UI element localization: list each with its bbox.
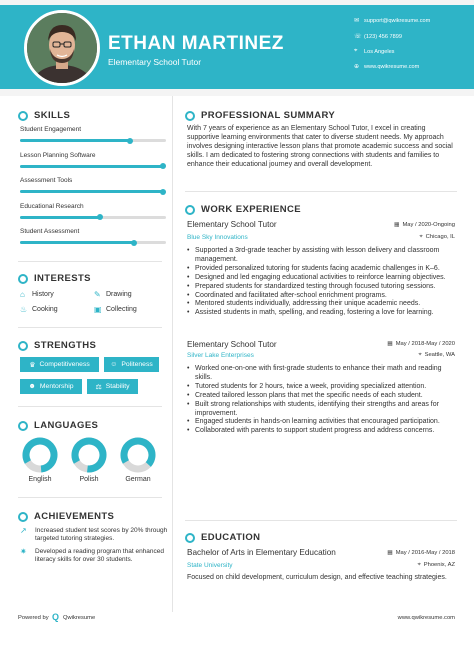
interest-label: Drawing — [106, 291, 132, 298]
job-location — [418, 352, 455, 359]
strength-label: Mentorship — [39, 383, 74, 390]
mentor-icon: ☻ — [28, 383, 36, 390]
skill-bar — [20, 190, 166, 193]
section-separator — [185, 520, 457, 521]
interest-drawing — [94, 290, 132, 299]
language-donut — [71, 437, 107, 473]
language-donut — [22, 437, 58, 473]
job-title: Elementary School Tutor — [187, 340, 277, 349]
list-item: • Prepared students for standardized testing through focused tutoring sessions. — [187, 283, 457, 292]
list-item: • Assisted students in math, spelling, and reading, fostering a love for learning. — [187, 309, 457, 318]
skill-bar-knob — [131, 240, 137, 246]
resume-header — [0, 0, 474, 96]
summary-title: PROFESSIONAL SUMMARY — [201, 110, 336, 121]
list-item: • Collaborated with parents to support student progress and address concerns. — [187, 427, 457, 436]
location-icon: ⌖ — [418, 352, 422, 358]
candidate-name: ETHAN MARTINEZ — [108, 33, 284, 54]
language-label: English — [28, 476, 52, 483]
landmark-icon: ⌂ — [20, 290, 25, 299]
job-dates-text: May / 2020-Ongoing — [402, 222, 455, 228]
contact-location-text: Los Angeles — [364, 48, 395, 55]
trophy-icon: ♛ — [29, 361, 36, 369]
section-bullet-icon — [185, 205, 195, 215]
skill-bar — [20, 241, 166, 244]
language-donut — [120, 437, 156, 473]
strengths-title: STRENGTHS — [34, 340, 97, 351]
location-icon: ⌖ — [419, 234, 423, 240]
phone-icon: ☏ — [354, 34, 362, 40]
section-bullet-icon — [18, 341, 28, 351]
skill-bar — [20, 165, 166, 168]
job-location-text: Seattle, WA — [424, 352, 455, 358]
strength-label: Stability — [105, 383, 130, 390]
languages-heading — [18, 420, 98, 431]
chart-icon: ↗ — [20, 526, 27, 535]
education-text: Focused on child development, curriculum design, and effective teaching strategies. — [187, 574, 447, 581]
language-label: Polish — [79, 476, 99, 483]
column-divider — [172, 96, 173, 612]
section-bullet-icon — [185, 111, 195, 121]
calendar-icon: ▦ — [387, 550, 393, 556]
education-heading — [185, 532, 260, 543]
summary-heading — [185, 110, 335, 121]
job-company: Silver Lake Enterprises — [187, 352, 254, 359]
section-bullet-icon — [18, 421, 28, 431]
skill-bar — [20, 139, 166, 142]
section-bullet-icon — [18, 111, 28, 121]
list-item: • Provided personalized tutoring for students facing academic challenges in K–6. — [187, 265, 457, 274]
interest-label: Collecting — [106, 306, 137, 313]
job-company: Blue Sky Innovations — [187, 234, 248, 241]
skill-label: Student Engagement — [20, 126, 82, 133]
contact-location — [354, 48, 394, 55]
interest-history — [20, 290, 54, 299]
contact-website[interactable] — [354, 63, 419, 70]
qwikresume-logo-icon: Q — [52, 612, 60, 622]
job-title: Elementary School Tutor — [187, 220, 277, 229]
contact-phone-text: (123) 456 7899 — [364, 33, 402, 40]
skills-title: SKILLS — [34, 110, 71, 121]
list-item: • Engaged students in hands-on learning activities that encouraged participation. — [187, 418, 457, 427]
strength-competitiveness — [20, 357, 99, 372]
language-label: German — [125, 476, 151, 483]
section-separator — [185, 191, 457, 192]
location-icon: ⌖ — [354, 48, 358, 54]
job-dates-text: May / 2018-May / 2020 — [395, 341, 455, 347]
strength-label: Competitiveness — [39, 361, 90, 368]
skill-label: Student Assessment — [20, 228, 80, 235]
interests-heading — [18, 273, 91, 284]
calendar-icon: ▦ — [393, 222, 400, 228]
interest-cooking — [20, 305, 58, 314]
list-item: • Tutored students for 2 hours, twice a week, providing specialized attention. — [187, 383, 457, 392]
profile-photo — [24, 10, 100, 86]
job-dates — [387, 341, 455, 347]
achievements-title: ACHIEVEMENTS — [34, 511, 115, 522]
strength-label: Politeness — [121, 361, 153, 368]
education-school: State University — [187, 562, 233, 569]
footer-brand[interactable]: Qwikresume — [63, 615, 96, 621]
skills-heading — [18, 110, 70, 121]
strength-politeness — [104, 357, 159, 372]
summary-text: With 7 years of experience as an Elementary School Tutor, I excel in creating supportive learning environments that cater to diverse student needs. My approach involves designing interactive lesson plans that promote academic success and social skills. I am dedicated to fostering strong connections with students and families to enhance their educational journey and overall development. — [187, 125, 453, 168]
education-location — [417, 562, 455, 569]
skill-bar-knob — [127, 138, 133, 144]
collection-icon: ▣ — [94, 305, 102, 314]
list-item: • Worked one-on-one with first-grade students to enhance their math and reading skills. — [187, 365, 457, 383]
job-bullets — [187, 247, 457, 318]
contact-email-text: support@qwikresume.com — [364, 17, 431, 24]
education-dates-text: May / 2016-May / 2018 — [395, 550, 455, 556]
section-bullet-icon — [18, 512, 28, 522]
experience-title: WORK EXPERIENCE — [201, 204, 301, 215]
section-bullet-icon — [185, 533, 195, 543]
section-separator — [18, 261, 162, 262]
list-item: • Designed and led engaging educational activities to reinforce learning objectives. — [187, 274, 457, 283]
skill-bar-knob — [160, 189, 166, 195]
languages-title: LANGUAGES — [34, 420, 99, 431]
section-separator — [18, 406, 162, 407]
skill-bar-knob — [97, 214, 103, 220]
contact-website-text: www.qwikresume.com — [364, 63, 420, 70]
balance-icon: ⚖ — [95, 383, 102, 391]
skill-bar-knob — [160, 163, 166, 169]
section-bullet-icon — [18, 274, 28, 284]
achievement-text: Increased student test scores by 20% through targeted tutoring strategies. — [35, 527, 168, 542]
interests-title: INTERESTS — [34, 273, 91, 284]
job-location — [419, 234, 455, 241]
interest-collecting — [94, 305, 137, 314]
location-icon: ⌖ — [417, 562, 421, 568]
list-item: • Built strong relationships with students, identifying their strengths and areas for improvement. — [187, 401, 457, 419]
list-item: • Mentored students individually, addressing their unique academic needs. — [187, 300, 457, 309]
achievements-heading — [18, 511, 114, 522]
skill-bar-fill — [20, 165, 163, 168]
interest-label: History — [32, 291, 54, 298]
language-donut-fill — [71, 437, 107, 473]
job-location-text: Chicago, IL — [425, 234, 455, 240]
section-separator — [18, 497, 162, 498]
experience-heading — [185, 204, 301, 215]
interest-label: Cooking — [32, 306, 58, 313]
footer-url[interactable]: www.qwikresume.com — [397, 615, 455, 621]
skill-bar-fill — [20, 190, 163, 193]
strengths-heading — [18, 340, 96, 351]
email-icon: ✉ — [354, 18, 360, 24]
skill-bar-fill — [20, 139, 130, 142]
skill-bar-fill — [20, 216, 100, 219]
strength-mentorship — [20, 379, 82, 394]
star-icon: ✷ — [20, 547, 27, 556]
skill-label: Lesson Planning Software — [20, 151, 96, 159]
candidate-title: Elementary School Tutor — [108, 57, 202, 67]
achievement-item — [20, 548, 170, 564]
strength-stability — [87, 379, 138, 394]
list-item: • Supported a 3rd-grade teacher by assisting with lesson delivery and classroom management. — [187, 247, 457, 265]
cooking-icon: ♨ — [20, 305, 28, 314]
calendar-icon: ▦ — [387, 341, 393, 347]
handshake-icon: ☺ — [110, 361, 118, 368]
skill-label: Educational Research — [20, 202, 84, 210]
list-item: • Created tailored lesson plans that met the specific needs of each student. — [187, 392, 457, 401]
footer-powered-by: Powered by — [18, 615, 49, 621]
contact-phone[interactable] — [354, 33, 402, 40]
web-icon: ⊕ — [354, 64, 360, 70]
skill-label: Assessment Tools — [20, 177, 73, 184]
education-location-text: Phoenix, AZ — [423, 562, 455, 568]
achievement-item — [20, 527, 170, 543]
education-title: EDUCATION — [201, 532, 261, 543]
skill-bar — [20, 216, 166, 219]
contact-email[interactable] — [354, 17, 430, 24]
pencil-icon: ✎ — [94, 290, 101, 299]
section-separator — [18, 327, 162, 328]
achievement-text: Developed a reading program that enhanced literacy skills for over 30 students. — [35, 548, 165, 563]
skill-bar-fill — [20, 241, 134, 244]
job-dates — [394, 222, 455, 228]
job-bullets — [187, 365, 457, 436]
list-item: • Coordinated and facilitated after-school enrichment programs. — [187, 292, 457, 301]
education-degree: Bachelor of Arts in Elementary Education — [187, 548, 336, 557]
education-dates — [387, 550, 455, 556]
